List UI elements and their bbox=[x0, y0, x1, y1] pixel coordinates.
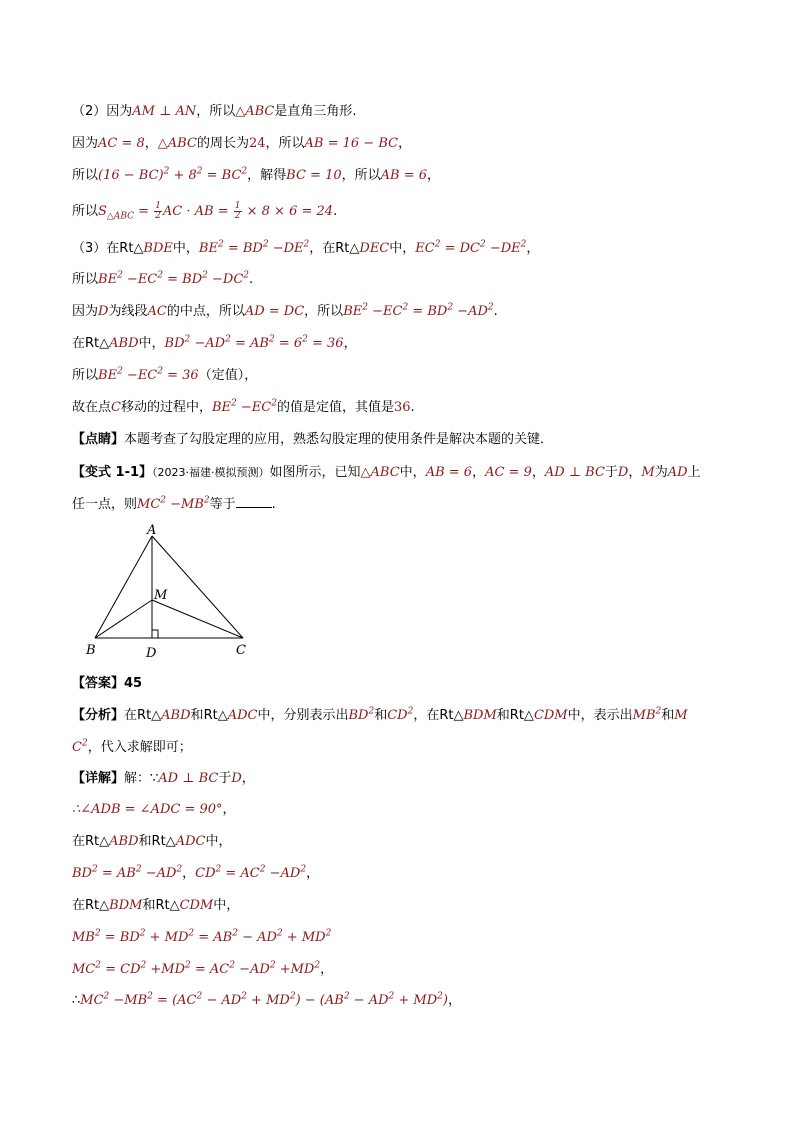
detail-line2: ∴∠ADB = ∠ADC = 90°， bbox=[72, 802, 236, 817]
analysis-line1: 【分析】在Rt△ABD和Rt△ADC中，分别表示出$BD^2$和$CD^2$，在Rt△BDM和Rt△CDM中，表示出$MB^2$和M bbox=[72, 706, 688, 723]
part3-line4: 在Rt△ABD中，$BD^2 -AD^2 = AB^2 = 6^2 = 36$， bbox=[72, 334, 357, 351]
detail-line4: $BD^2 = AB^2 -AD^2$，$CD^2 = AC^2 -AD^2$， bbox=[72, 864, 320, 881]
side-ab bbox=[95, 536, 152, 638]
comment-line: 【点睛】本题考查了勾股定理的应用，熟悉勾股定理的使用条件是解决本题的关键． bbox=[72, 432, 554, 447]
detail-line3: 在Rt△ABD和Rt△ADC中， bbox=[72, 834, 232, 849]
label-m: M bbox=[154, 588, 168, 603]
variant-line2: 任一点，则$MC^2 -MB^2$等于 . bbox=[72, 495, 276, 512]
label-d: D bbox=[146, 646, 157, 661]
part3-line1: （3）在Rt△BDE中，$BE^2 = BD^2 -DE^2$，在Rt△DEC中，$EC^2 = DC^2 -DE^2$， bbox=[72, 239, 540, 256]
detail-line5: 在Rt△BDM和Rt△CDM中， bbox=[72, 898, 240, 913]
detail-line1: 【详解】解：∵AD ⊥ BC于D， bbox=[72, 771, 255, 786]
right-angle-mark bbox=[152, 630, 158, 638]
answer-blank bbox=[236, 495, 272, 508]
part3-line6: 故在点C移动的过程中，$BE^2 -EC^2$的值是定值，其值是36. bbox=[72, 398, 415, 415]
answer-line: 【答案】45 bbox=[72, 676, 143, 691]
segment-mc bbox=[152, 600, 243, 638]
detail-line7: $MC^2 = CD^2 +MD^2 = AC^2 -AD^2 +MD^2$， bbox=[72, 960, 334, 977]
part2-line1: （2）因为AM ⊥ AN，所以△ABC是直角三角形. bbox=[72, 104, 357, 119]
label-c: C bbox=[236, 643, 246, 658]
detail-line6: $MB^2 = BD^2 + MD^2 = AB^2 - AD^2 + MD^2$ bbox=[72, 928, 332, 945]
triangle-figure bbox=[80, 522, 260, 662]
part3-line2: 所以$BE^2 -EC^2 = BD^2 -DC^2$. bbox=[72, 270, 254, 287]
detail-line8: $\therefore MC^2 -MB^2 = (AC^2 - AD^2 + MD^2) - (AB^2 - AD^2 + MD^2)$， bbox=[72, 991, 461, 1008]
segment-mb bbox=[95, 600, 152, 638]
side-ac bbox=[152, 536, 243, 638]
fraction-half: $\frac{1}{2}$ bbox=[234, 201, 241, 221]
part3-line3: 因为D为线段AC的中点，所以AD = DC，所以$BE^2 -EC^2 = BD^2 -AD^2$. bbox=[72, 302, 498, 319]
part2-line3: 所以$(16 - BC)^2 + 8^2 = BC^2$，解得BC = 10，所以AB = 6， bbox=[72, 166, 441, 183]
part2-line4: 所以$S_{\triangle ABC}$ = $\frac{1}{2}$ AC · AB = $\frac{1}{2}$ × 8 × 6 = 24. bbox=[72, 201, 338, 222]
label-a: A bbox=[147, 523, 157, 538]
variant-line1: 【变式 1-1】（2023·福建·模拟预测）如图所示，已知△ABC中，AB = 6，AC = 9，AD ⊥ BC于D，M为AD上 bbox=[72, 465, 701, 480]
label-b: B bbox=[86, 643, 96, 658]
fraction-half: $\frac{1}{2}$ bbox=[155, 201, 161, 221]
part3-line5: 所以$BE^2 -EC^2 = 36$（定值）， bbox=[72, 366, 258, 383]
part2-line2: 因为AC = 8，△ABC的周长为24，所以AB = 16 − BC， bbox=[72, 136, 412, 151]
analysis-line2: $C^2$，代入求解即可； bbox=[72, 738, 192, 755]
